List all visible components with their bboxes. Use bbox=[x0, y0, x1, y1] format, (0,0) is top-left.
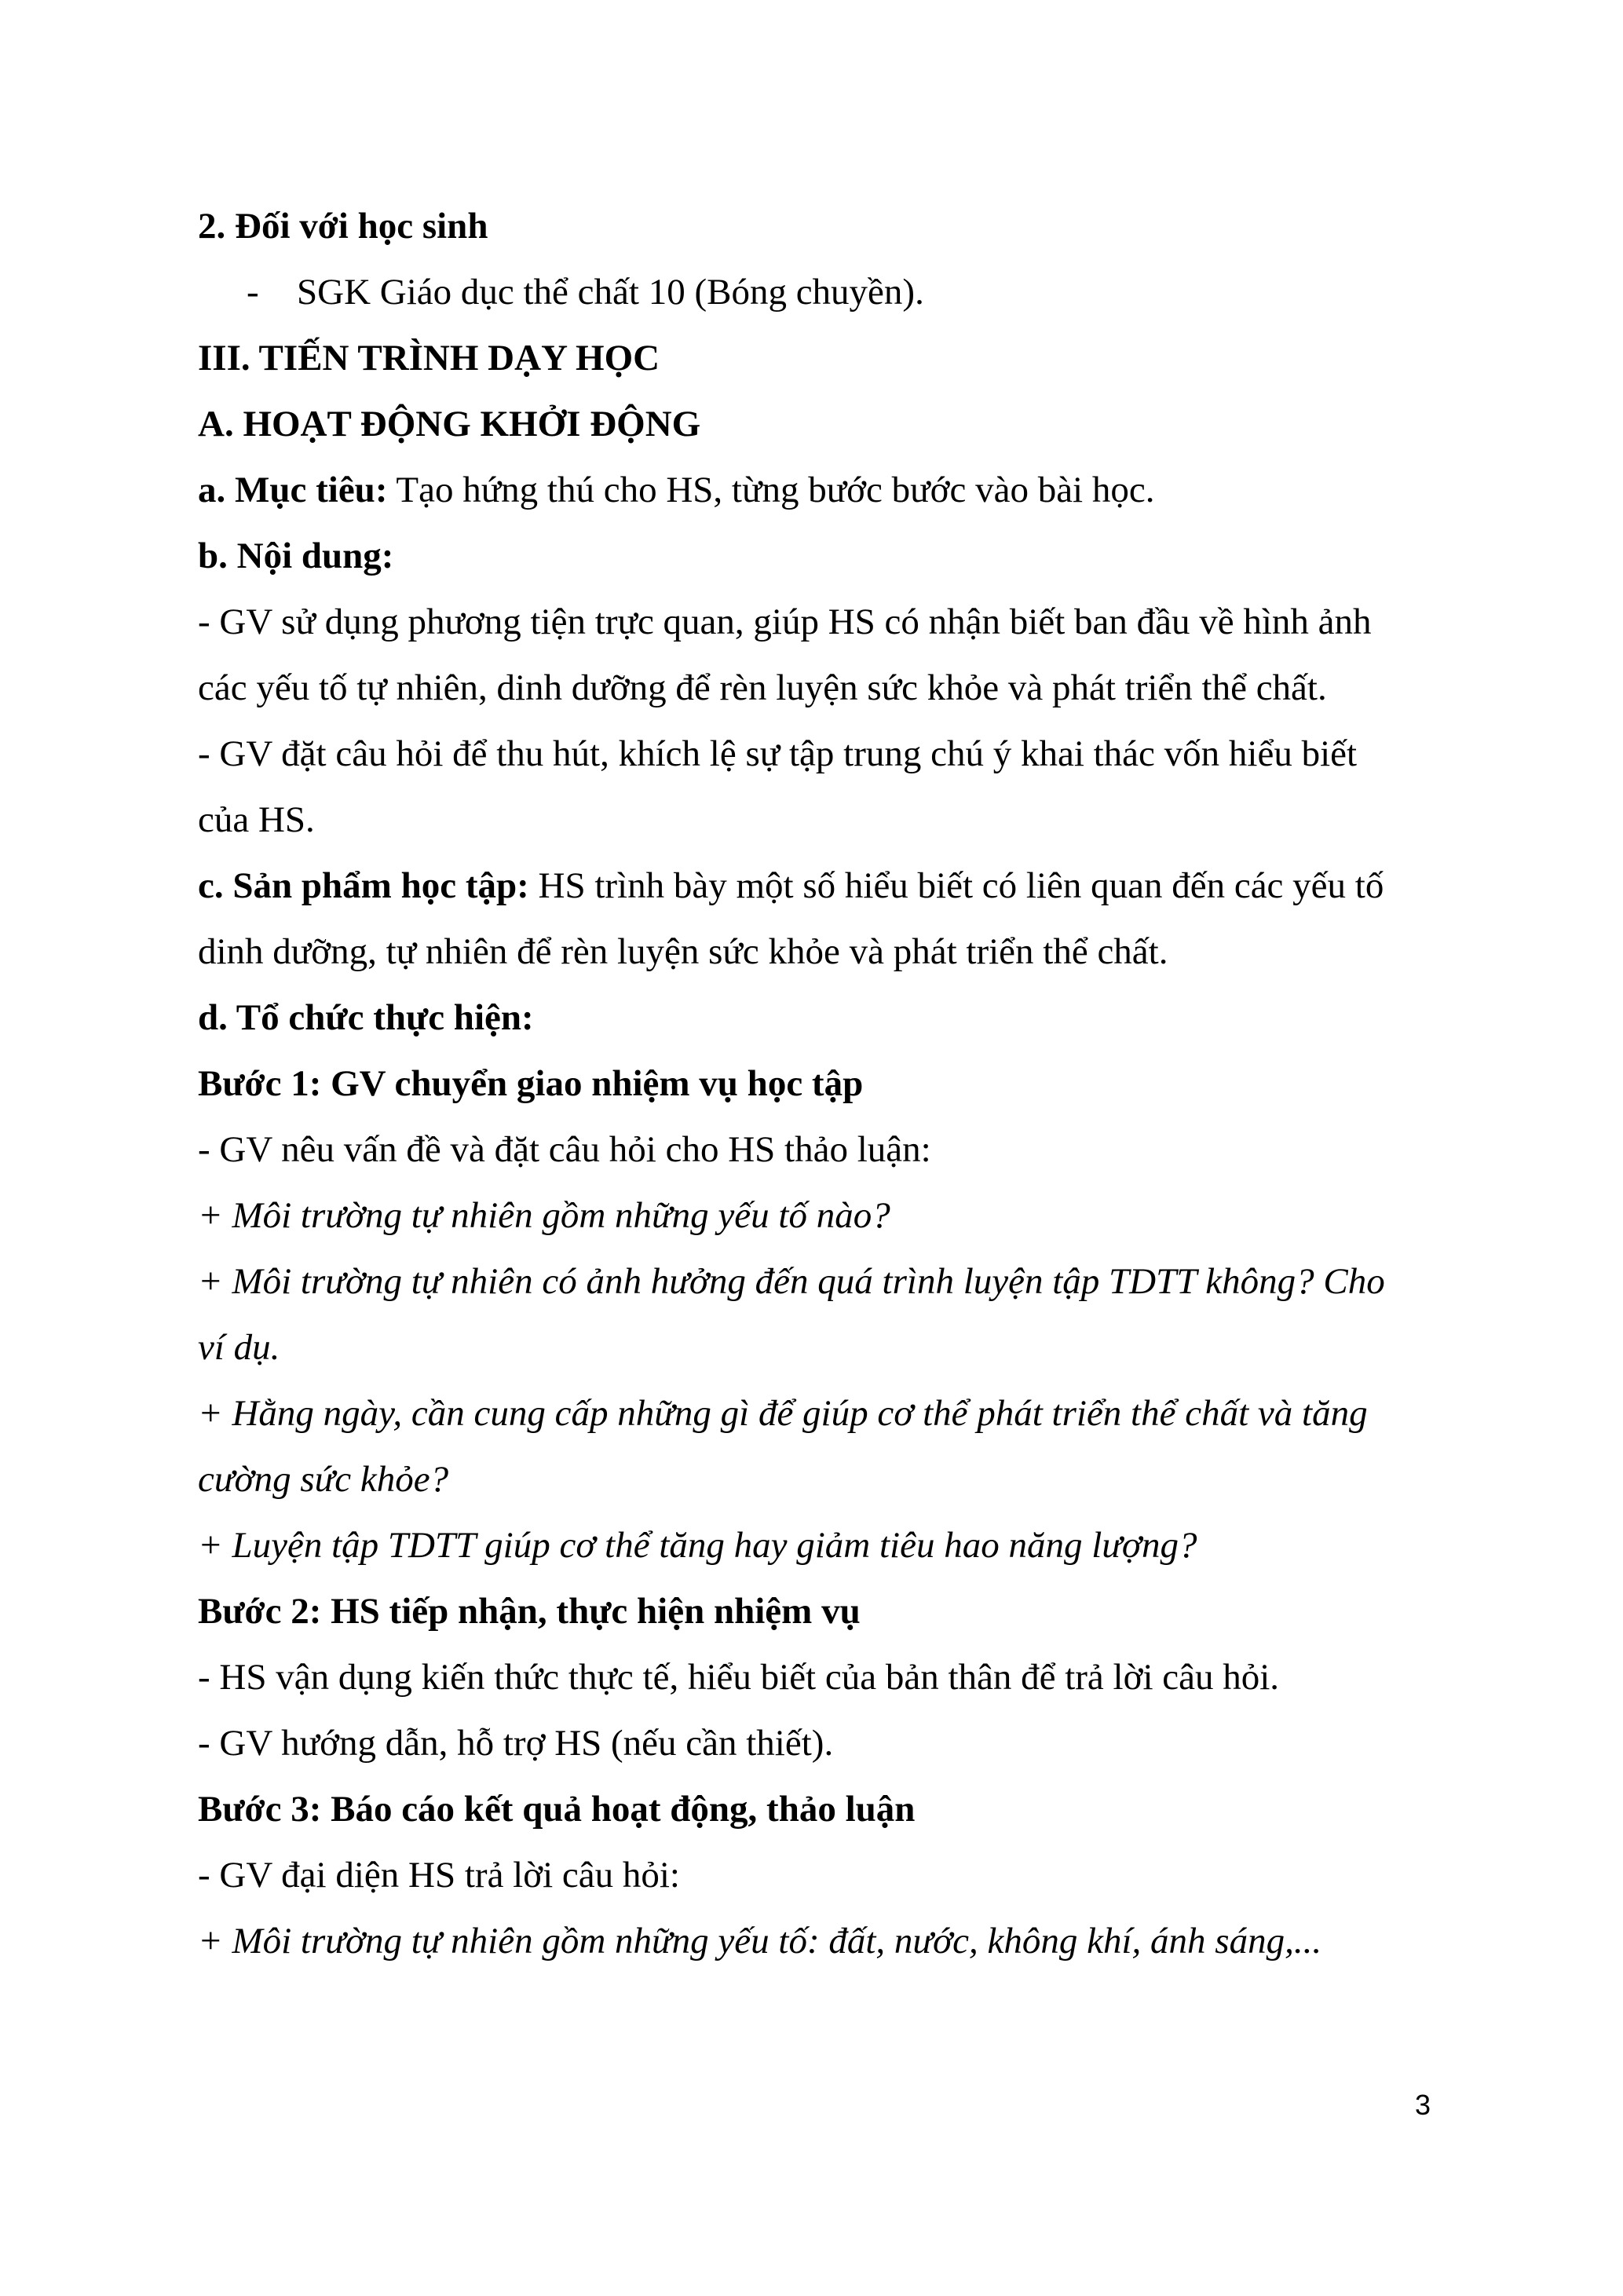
materials-bullet bbox=[198, 259, 1431, 325]
step1-question: cường sức khỏe? bbox=[198, 1459, 449, 1500]
step1-question: + Môi trường tự nhiên gồm những yếu tố nào? bbox=[198, 1195, 890, 1236]
step1-question: + Môi trường tự nhiên có ảnh hưởng đến quá trình luyện tập TDTT không? Cho bbox=[198, 1261, 1385, 1302]
page-number: 3 bbox=[1414, 2089, 1431, 2121]
step1-intro: - GV nêu vấn đề và đặt câu hỏi cho HS thảo luận: bbox=[198, 1129, 931, 1170]
bullet-dash: - bbox=[247, 272, 259, 313]
content-line: của HS. bbox=[198, 799, 315, 840]
step1-question: + Luyện tập TDTT giúp cơ thể tăng hay giảm tiêu hao năng lượng? bbox=[198, 1525, 1197, 1566]
step1-heading: Bước 1: GV chuyển giao nhiệm vụ học tập bbox=[198, 1063, 864, 1104]
content-label: b. Nội dung: bbox=[198, 536, 394, 576]
product-text: HS trình bày một số hiểu biết có liên quan đến các yếu tố bbox=[528, 865, 1384, 906]
section-heading-teaching-process: III. TIẾN TRÌNH DẠY HỌC bbox=[198, 338, 660, 378]
bullet-text: SGK Giáo dục thể chất 10 (Bóng chuyền). bbox=[297, 272, 924, 313]
organization-label: d. Tổ chức thực hiện: bbox=[198, 997, 534, 1038]
activity-heading-warmup: A. HOẠT ĐỘNG KHỞI ĐỘNG bbox=[198, 404, 701, 444]
product-label: c. Sản phẩm học tập: bbox=[198, 865, 529, 906]
step2-line: - HS vận dụng kiến thức thực tế, hiểu biết của bản thân để trả lời câu hỏi. bbox=[198, 1657, 1280, 1698]
objective-text: Tạo hứng thú cho HS, từng bước bước vào bài học. bbox=[387, 470, 1155, 510]
content-line: - GV đặt câu hỏi để thu hút, khích lệ sự tập trung chú ý khai thác vốn hiểu biết bbox=[198, 733, 1358, 774]
step2-heading: Bước 2: HS tiếp nhận, thực hiện nhiệm vụ bbox=[198, 1591, 861, 1632]
step3-answer: + Môi trường tự nhiên gồm những yếu tố: đất, nước, không khí, ánh sáng,... bbox=[198, 1921, 1322, 1961]
product-continuation: dinh dưỡng, tự nhiên để rèn luyện sức khỏe và phát triển thể chất. bbox=[198, 931, 1168, 972]
step3-intro: - GV đại diện HS trả lời câu hỏi: bbox=[198, 1855, 680, 1896]
step1-question: ví dụ. bbox=[198, 1327, 280, 1368]
objective-paragraph bbox=[198, 457, 1431, 523]
objective-label: a. Mục tiêu: bbox=[198, 470, 388, 510]
step2-line: - GV hướng dẫn, hỗ trợ HS (nếu cần thiết). bbox=[198, 1723, 834, 1764]
content-line: - GV sử dụng phương tiện trực quan, giúp HS có nhận biết ban đầu về hình ảnh bbox=[198, 601, 1372, 642]
product-paragraph bbox=[198, 853, 1431, 919]
page-content bbox=[198, 193, 1431, 1974]
section-heading-students: 2. Đối với học sinh bbox=[198, 206, 488, 247]
content-line: các yếu tố tự nhiên, dinh dưỡng để rèn luyện sức khỏe và phát triển thể chất. bbox=[198, 667, 1327, 708]
step3-heading: Bước 3: Báo cáo kết quả hoạt động, thảo luận bbox=[198, 1789, 916, 1830]
step1-question: + Hằng ngày, cần cung cấp những gì để giúp cơ thể phát triển thể chất và tăng bbox=[198, 1393, 1368, 1434]
